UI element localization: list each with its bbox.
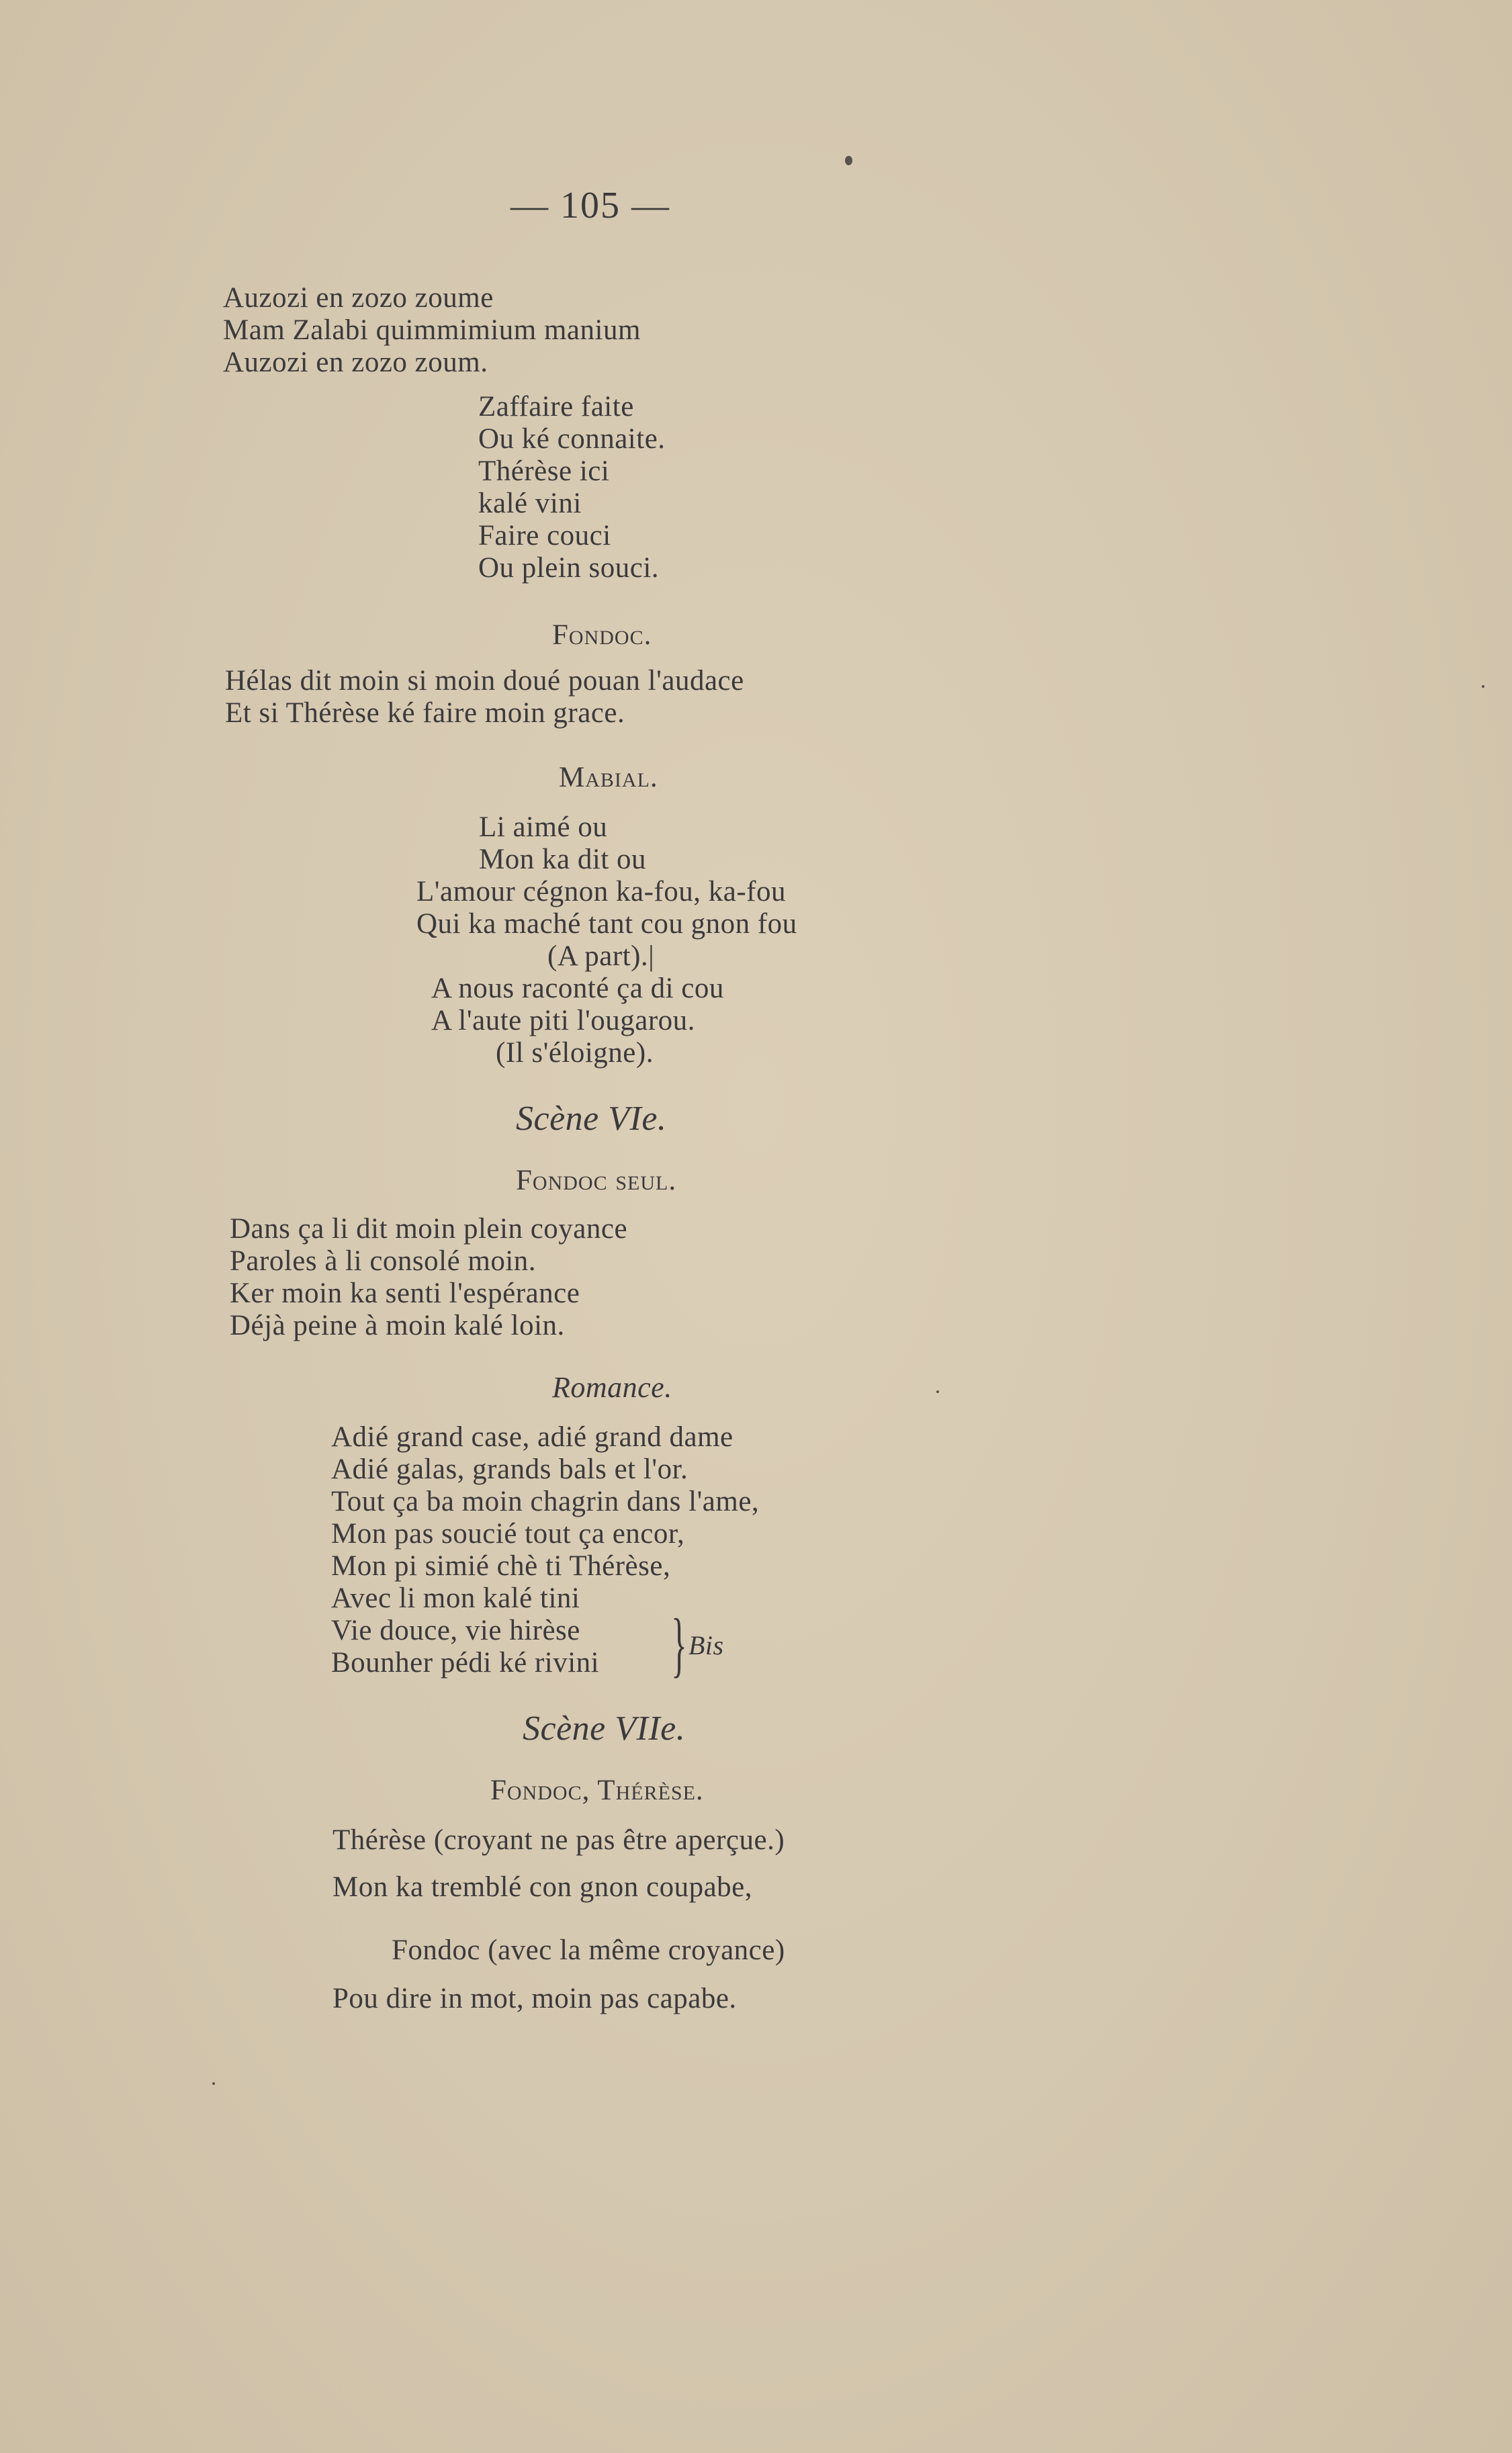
speaker-names: Fondoc, Thérèse. [490, 1775, 704, 1806]
verse-line: Auzozi en zozo zoume [223, 282, 494, 314]
verse-line: Mam Zalabi quimmimium manium [223, 314, 641, 346]
verse-line: Et si Thérèse ké faire moin grace. [225, 697, 625, 729]
speaker-name: Fondoc seul. [516, 1165, 677, 1196]
verse-line: Adié grand case, adié grand dame [331, 1421, 733, 1453]
verse-line: A nous raconté ça di cou [431, 973, 724, 1004]
stage-direction: Thérèse (croyant ne pas être aperçue.) [332, 1824, 785, 1856]
verse-line: Mon pas soucié tout ça encor, [331, 1518, 685, 1550]
verse-line: kalé vini [478, 488, 582, 519]
stage-direction: Fondoc (avec la même croyance) [392, 1934, 785, 1966]
bis-marker: Bis [688, 1630, 724, 1660]
verse-line: L'amour cégnon ka-fou, ka-fou [416, 876, 786, 907]
scene-heading: Scène VIIe. [523, 1709, 686, 1748]
verse-line: Avec li mon kalé tini [331, 1582, 580, 1614]
stage-direction: (A part).| [547, 940, 655, 972]
paper-speck [845, 156, 852, 165]
verse-line: A l'aute piti l'ougarou. [431, 1005, 695, 1036]
verse-line: Ou plein souci. [478, 552, 660, 584]
verse-line: Zaffaire faite [478, 391, 634, 422]
verse-line: Ou ké connaite. [478, 423, 666, 455]
verse-line: Mon pi simié chè ti Thérèse, [331, 1550, 671, 1582]
speaker-name: Mabial. [559, 762, 658, 793]
paper-speck [1482, 685, 1484, 688]
paper-speck [936, 1390, 939, 1393]
verse-line: Mon ka tremblé con gnon coupabe, [332, 1871, 752, 1903]
scene-heading: Scène VIe. [516, 1100, 667, 1138]
romance-heading: Romance. [552, 1371, 672, 1404]
verse-line: Déjà peine à moin kalé loin. [230, 1310, 565, 1341]
verse-line: Thérèse ici [478, 455, 610, 487]
verse-line: Ker moin ka senti l'espérance [230, 1278, 580, 1309]
verse-line: Vie douce, vie hirèse [331, 1615, 580, 1646]
stage-direction: (Il s'éloigne). [496, 1037, 654, 1069]
verse-line: Qui ka maché tant cou gnon fou [416, 908, 797, 940]
speaker-name: Fondoc. [552, 619, 652, 651]
verse-line: Tout ça ba moin chagrin dans l'ame, [331, 1486, 760, 1517]
verse-line: Faire couci [478, 520, 611, 551]
verse-line: Hélas dit moin si moin doué pouan l'audace [225, 665, 744, 697]
verse-line: Bounher pédi ké rivini [331, 1647, 600, 1679]
verse-line: Mon ka dit ou [479, 844, 646, 875]
brace-icon: } [671, 1605, 687, 1685]
page-number: — 105 — [510, 185, 670, 226]
verse-line: Paroles à li consolé moin. [230, 1245, 537, 1277]
verse-line: Adié galas, grands bals et l'or. [331, 1454, 688, 1485]
verse-line: Li aimé ou [479, 811, 608, 843]
verse-line: Auzozi en zozo zoum. [223, 347, 488, 378]
paper-speck [212, 2082, 215, 2085]
verse-line: Pou dire in mot, moin pas capabe. [332, 1983, 737, 2014]
verse-line: Dans ça li dit moin plein coyance [230, 1213, 628, 1245]
